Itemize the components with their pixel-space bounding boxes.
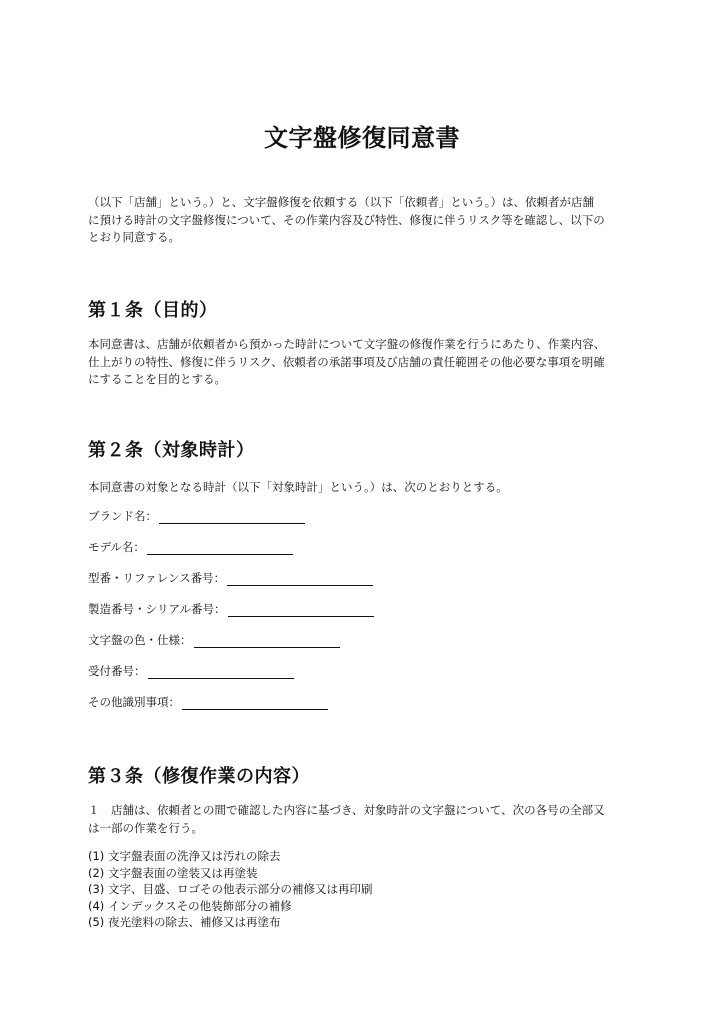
field-serial-blank (228, 604, 374, 617)
field-serial-label: 製造番号・シリアル番号： (88, 602, 226, 616)
article-2-heading: 第２条（対象時計） (88, 440, 255, 461)
field-reference (88, 570, 373, 586)
field-reference-blank (227, 573, 373, 586)
field-serial (88, 601, 374, 617)
field-other-identifiers-label: その他識別事項： (88, 695, 180, 709)
field-other-identifiers-blank (182, 697, 328, 710)
field-brand-blank (159, 511, 305, 524)
work-items-list (88, 848, 640, 931)
field-dial-color-label: 文字盤の色・仕様： (88, 633, 192, 647)
field-reception-number-label: 受付番号： (88, 664, 146, 678)
article-1-body: 本同意書は、店舗が依頼者から預かった時計について文字盤の修復作業を行うにあたり、作業内容、 仕上がりの特性、修復に伴うリスク、依頼者の承諾事項及び店舗の責任範囲その他必要な事項を明確 にすることを目的とする。 (88, 337, 606, 386)
field-model (88, 539, 293, 555)
field-reference-label: 型番・リファレンス番号： (88, 571, 226, 585)
intro-paragraph: （以下「店舗」という。）と、文字盤修復を依頼する（以下「依頼者」という。）は、依頼者が店舗 に預ける時計の文字盤修復について、その作業内容及び特性、修復に伴うリスク等を確認し、以下の とおり同意する。 (88, 195, 605, 244)
field-brand-label: ブランド名： (88, 509, 157, 523)
article-3-body: １ 店舗は、依頼者との間で確認した内容に基づき、対象時計の文字盤について、次の各号の全部又 は一部の作業を行う。 (88, 803, 605, 835)
list-item: (5) 夜光塗料の除去、補修又は再塗布 (88, 915, 281, 929)
article-3-heading: 第３条（修復作業の内容） (88, 766, 310, 787)
field-model-blank (147, 542, 293, 555)
article-2-body: 本同意書の対象となる時計（以下「対象時計」という。）は、次のとおりとする。 (88, 480, 508, 494)
article-1-heading: 第１条（目的） (88, 300, 218, 321)
list-item: (2) 文字盤表面の塗装又は再塗装 (88, 865, 258, 880)
field-reception-number (88, 663, 294, 679)
field-other-identifiers (88, 694, 328, 710)
list-item: (4) インデックスその他装飾部分の補修 (88, 898, 292, 913)
field-dial-color (88, 632, 340, 648)
list-item: (1) 文字盤表面の洗浄又は汚れの除去 (88, 849, 281, 863)
field-brand (88, 508, 305, 524)
document-title: 文字盤修復同意書 (264, 124, 460, 152)
list-item: (3) 文字、目盛、ロゴその他表示部分の補修又は再印刷 (88, 882, 373, 896)
field-model-label: モデル名： (88, 540, 145, 554)
field-reception-number-blank (148, 666, 294, 679)
field-dial-color-blank (194, 635, 340, 648)
